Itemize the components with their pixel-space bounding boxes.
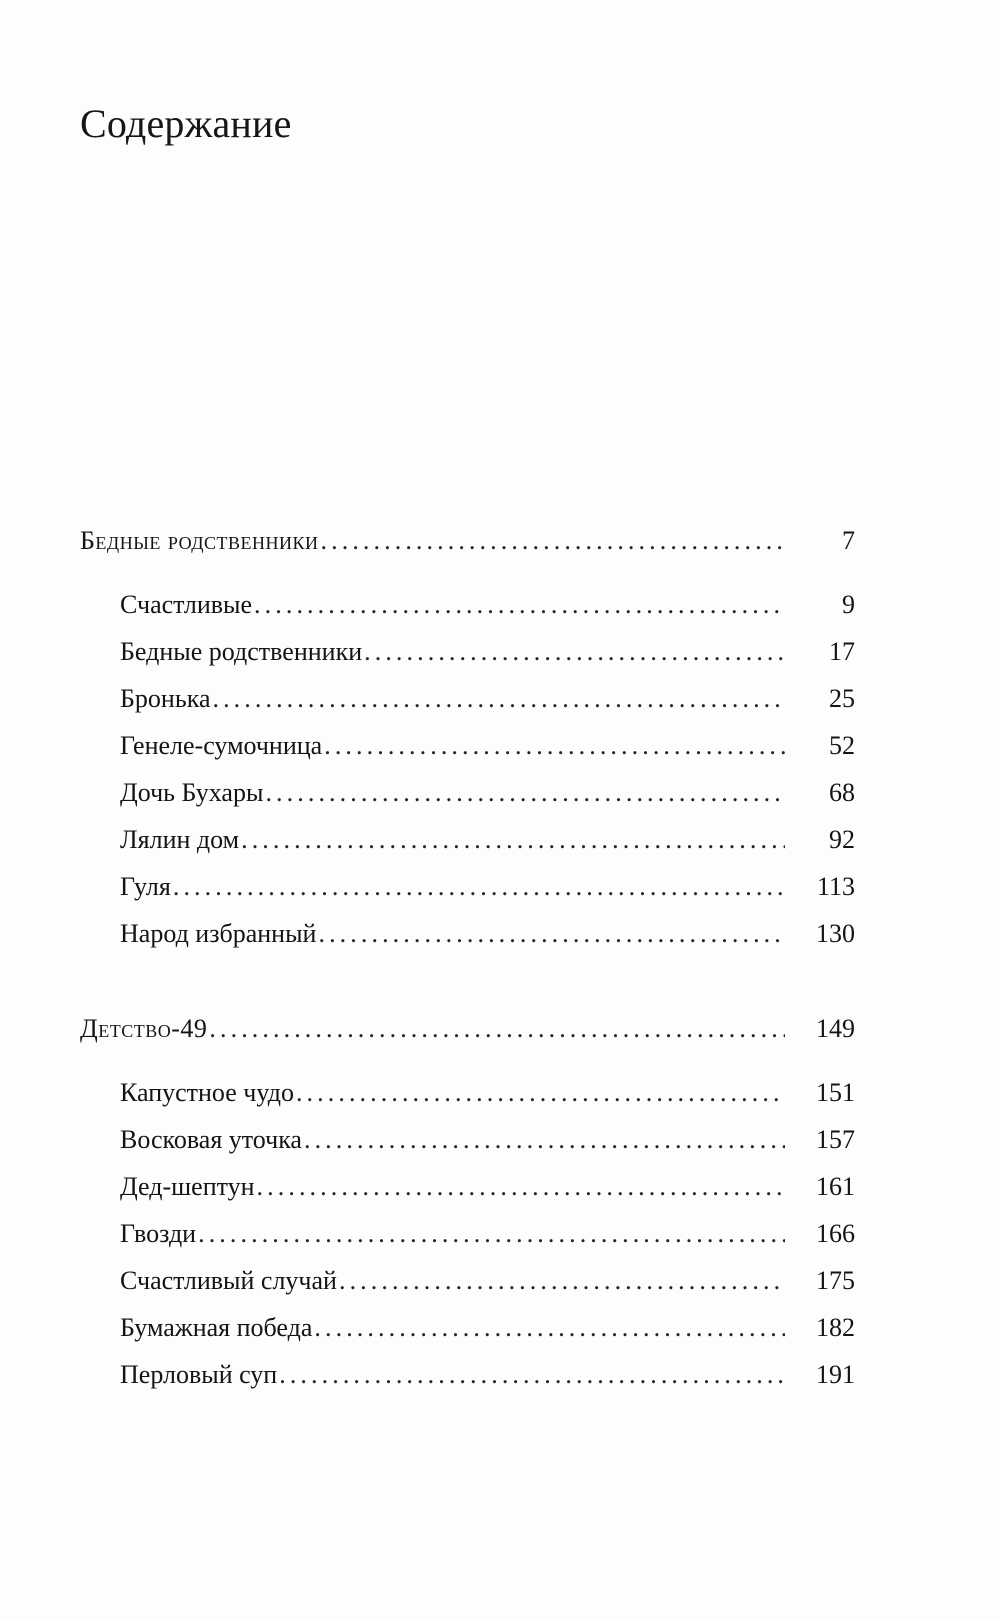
toc-entry [120,1123,855,1157]
toc-entry [120,1217,855,1251]
toc-entry [120,1076,855,1110]
toc-entry-title: Дочь Бухары [120,778,264,807]
toc-page-number: 151 [816,1078,855,1107]
dot-leader [304,1123,785,1157]
toc-entry-title: Счастливый случай [120,1266,337,1295]
dot-leader [296,1076,785,1110]
page-title: Содержание [80,101,292,146]
toc-entry [120,776,855,810]
dot-leader [318,917,785,951]
toc-page-number: 68 [829,778,855,807]
dot-leader [321,524,785,558]
toc-page-number: 92 [829,825,855,854]
toc-section-title: Бедные родственники [80,526,319,555]
toc-entry [120,1358,855,1392]
toc-page-number: 175 [816,1266,855,1295]
toc-entry-title: Счастливые [120,590,253,619]
toc-entry-title: Бумажная победа [120,1313,313,1342]
toc-page-number: 166 [816,1219,855,1248]
dot-leader [339,1264,785,1298]
toc-page-number: 17 [829,637,855,666]
toc-entry-title: Лялин дом [120,825,240,854]
toc-page-number: 182 [816,1313,855,1342]
toc-page-number: 157 [816,1125,855,1154]
toc-section-title: Детство-49 [80,1014,208,1043]
toc-page-number: 191 [816,1360,855,1389]
toc-entry [120,729,855,763]
toc-page-number: 161 [816,1172,855,1201]
toc-entry [120,1264,855,1298]
toc-section-entry [80,524,855,558]
dot-leader [209,1012,785,1046]
toc-entry-title: Народ избранный [120,919,317,948]
dot-leader [212,682,785,716]
dot-leader [198,1217,785,1251]
toc-page-number: 25 [829,684,855,713]
dot-leader [324,729,785,763]
dot-leader [257,1170,785,1204]
toc-entry [120,917,855,951]
toc-page-number: 130 [816,919,855,948]
toc-page-number: 52 [829,731,855,760]
toc-entry-title: Капустное чудо [120,1078,294,1107]
toc-entry-title: Бедные родственники [120,637,363,666]
toc-entry-title: Бронька [120,684,211,713]
dot-leader [173,870,785,904]
toc-page-number: 9 [842,590,855,619]
toc-page-number: 7 [842,526,855,555]
toc-entry-title: Гуля [120,872,171,901]
toc-entry-title: Восковая уточка [120,1125,302,1154]
dot-leader [314,1311,785,1345]
dot-leader [254,588,785,622]
toc-entry [120,1170,855,1204]
dot-leader [265,776,785,810]
toc-entry [120,635,855,669]
dot-leader [241,823,785,857]
dot-leader [279,1358,785,1392]
toc-section-entry [80,1012,855,1046]
toc-entry [120,870,855,904]
dot-leader [364,635,785,669]
toc-entry [120,682,855,716]
toc-entry-title: Генеле-сумочница [120,731,323,760]
toc-entry [120,823,855,857]
toc-entry-title: Перловый суп [120,1360,278,1389]
toc-entry [120,588,855,622]
toc-entry-title: Дед-шептун [120,1172,255,1201]
toc-entry-title: Гвозди [120,1219,197,1248]
toc-entry [120,1311,855,1345]
toc-page-number: 149 [816,1014,855,1043]
toc-page-number: 113 [816,872,855,901]
